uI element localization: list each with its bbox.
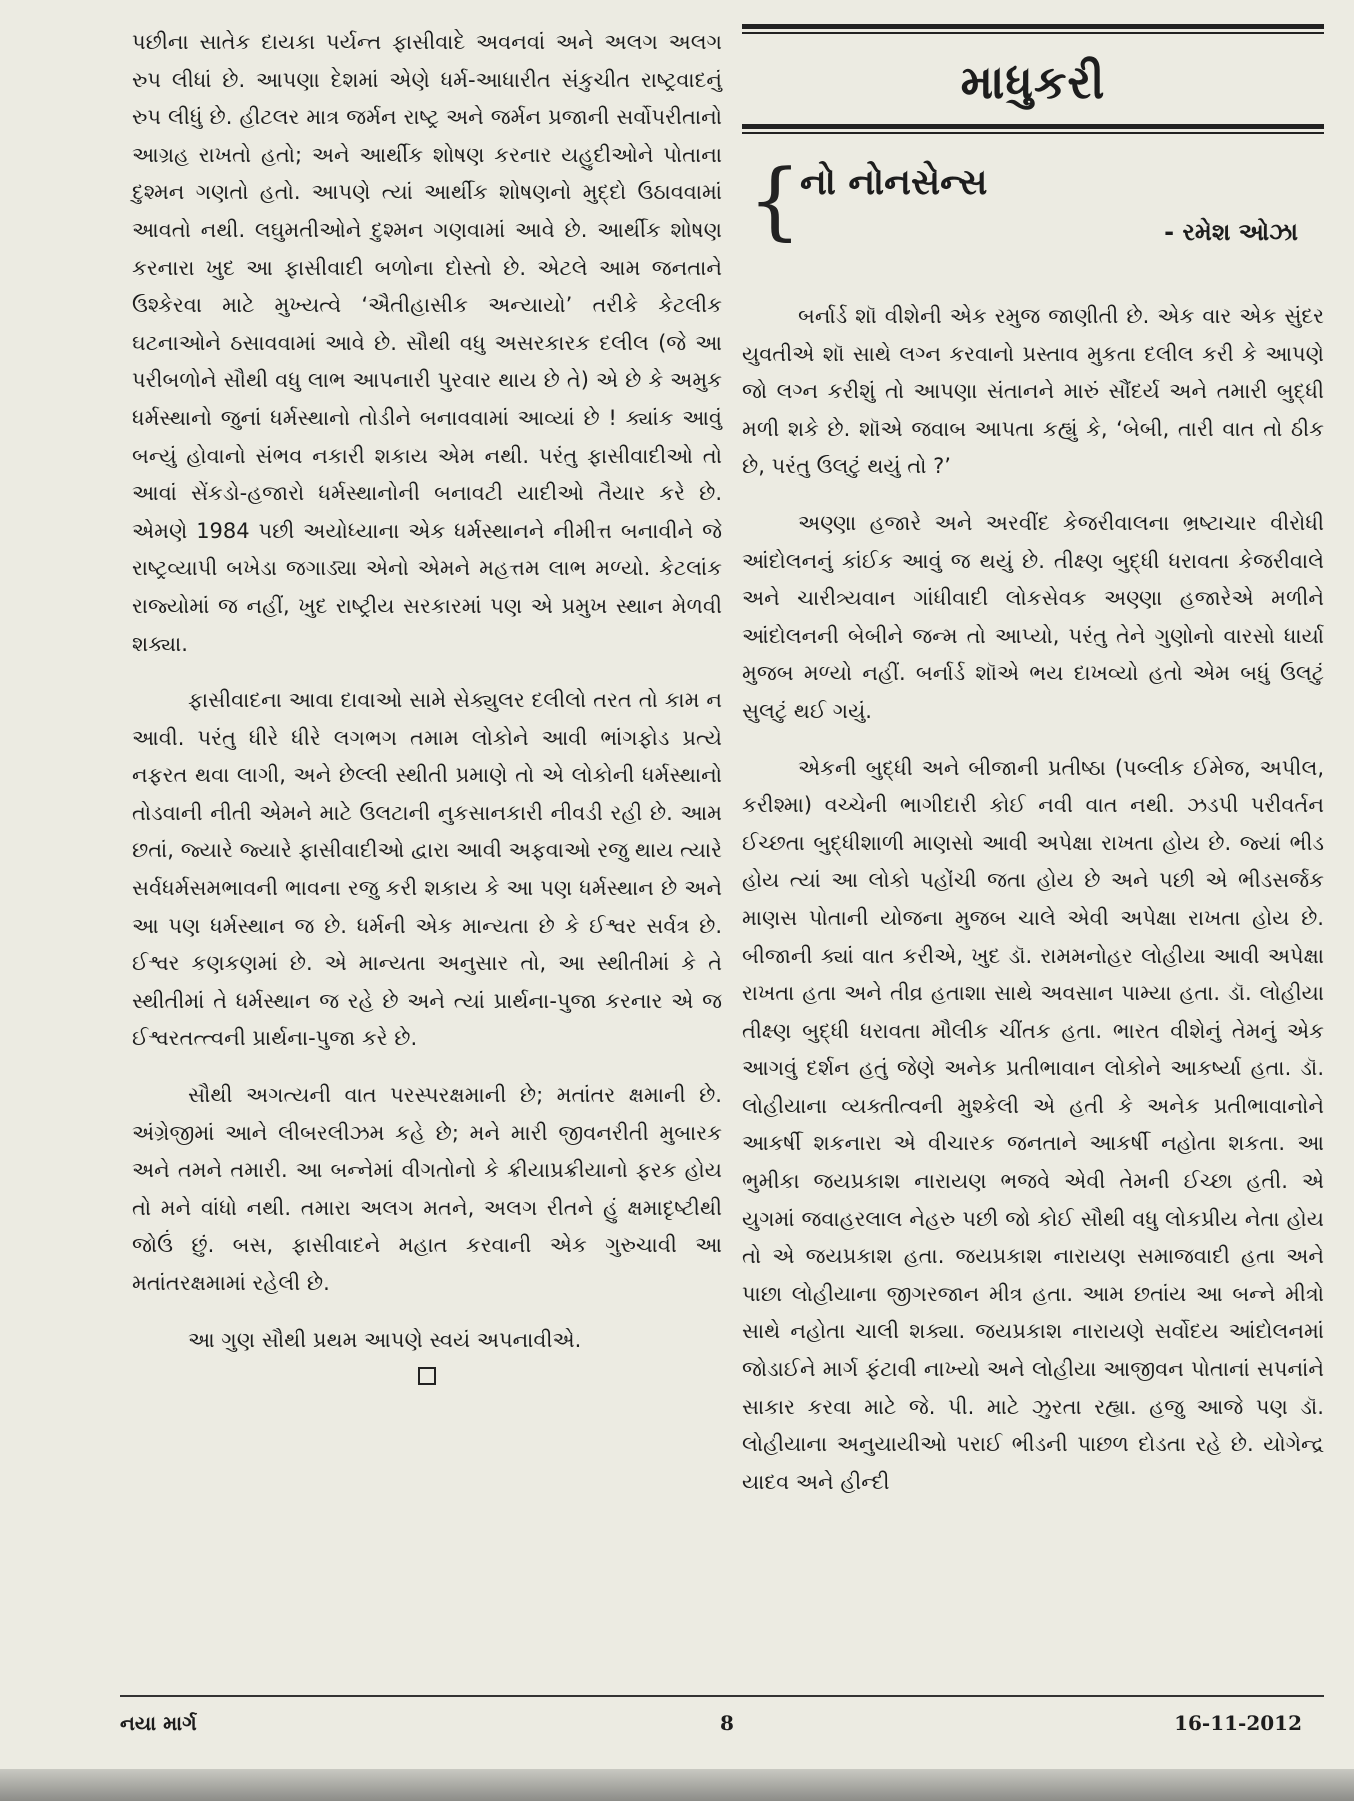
- page-footer: [120, 1695, 1324, 1735]
- scan-border: [0, 1769, 1354, 1801]
- divider: [742, 124, 1324, 129]
- divider: [742, 24, 1324, 29]
- brace-ornament-icon: {: [748, 151, 802, 249]
- divider: [742, 132, 1324, 134]
- end-mark-icon: [418, 1367, 436, 1385]
- paragraph: સૌથી અગત્યની વાત પરસ્પરક્ષમાની છે; મતાંતર ક્ષમાની છે. અંગ્રેજીમાં આને લીબરલીઝમ કહે છે; મને મારી જીવનરીતી મુબારક અને તમને તમારી. આ બન્નેમાં વીગતોનો કે ક્રીયાપ્રક્રીયાનો ફરક હોય તો મને વાંધો નથી. તમારા અલગ મતને, અલગ રીતને હું ક્ષમાદૃષ્ટીથી જોઉં છું. બસ, ફાસીવાદને મહાત કરવાની એક ગુરુચાવી આ મતાંતરક્ષમામાં રહેલી છે.: [132, 1083, 722, 1295]
- article-body: [742, 298, 1324, 1501]
- paragraph: બર્નાર્ડ શૉ વીશેની એક રમુજ જાણીતી છે. એક વાર એક સુંદર યુવતીએ શૉ સાથે લગ્ન કરવાનો પ્રસ્તાવ મુકતા દલીલ કરી કે આપણે જો લગ્ન કરીશું તો આપણા સંતાનને મારું સૌંદર્ય અને તમારી બુદ્ધી મળી શકે છે. શૉએ જવાબ આપતા કહ્યું કે, ‘બેબી, તારી વાત તો ઠીક છે, પરંતુ ઉલટું થયું તો ?’: [742, 304, 1324, 479]
- page-number: 8: [720, 1711, 734, 1735]
- article-header: [742, 148, 1324, 266]
- paragraph: પછીના સાતેક દાયકા પર્યન્ત ફાસીવાદે અવનવાં અને અલગ અલગ રુપ લીધાં છે. આપણા દેશમાં એણે ધર્મ-આધારીત સંકુચીત રાષ્ટ્રવાદનું રુપ લીધું છે. હીટલર માત્ર જર્મન રાષ્ટ્ર અને જર્મન પ્રજાની સર્વોપરીતાનો આગ્રહ રાખતો હતો; અને આર્થીક શોષણ કરનાર યહુદીઓને પોતાના દુશ્મન ગણતો હતો. આપણે ત્યાં આર્થીક શોષણનો મુદ્દો ઉઠાવવામાં આવતો નથી. લઘુમતીઓને દુશ્મન ગણવામાં આવે છે. આર્થીક શોષણ કરનારા ખુદ આ ફાસીવાદી બળોના દોસ્તો છે. એટલે આમ જનતાને ઉશ્કેરવા માટે મુખ્યત્વે ‘ઐતીહાસીક અન્યાયો’ તરીકે કેટલીક ઘટનાઓને ઠસાવવામાં આવે છે. સૌથી વધુ અસરકારક દલીલ (જે આ પરીબળોને સૌથી વધુ લાભ આપનારી પુરવાર થાય છે તે) એ છે કે અમુક ધર્મસ્થાનો જુનાં ધર્મસ્થાનો તોડીને બનાવવામાં આવ્યાં છે ! ક્યાંક આવું બન્યું હોવાનો સંભવ નકારી શકાય એમ નથી. પરંતુ ફાસીવાદીઓ તો આવાં સેંકડો-હજારો ધર્મસ્થાનોની બનાવટી યાદીઓ તૈયાર કરે છે. એમણે 1984 પછી અયોધ્યાના એક ધર્મસ્થાનને નીમીત્ત બનાવીને જે રાષ્ટ્રવ્યાપી બખેડા જગાડ્યા એનો એમને મહત્તમ લાભ મળ્યો. કેટલાંક રાજ્યોમાં જ નહીં, ખુદ રાષ્ટ્રીય સરકારમાં પણ એ પ્રમુખ સ્થાન મેળવી શક્યા.: [132, 30, 722, 656]
- left-column: [132, 24, 722, 1385]
- divider: [742, 32, 1324, 34]
- paragraph: ફાસીવાદના આવા દાવાઓ સામે સેક્યુલર દલીલો તરત તો કામ ન આવી. પરંતુ ધીરે ધીરે લગભગ તમામ લોકોને આવી ભાંગફોડ પ્રત્યે નફરત થવા લાગી, અને છેલ્લી સ્થીતી પ્રમાણે તો એ લોકોની ધર્મસ્થાનો તોડવાની નીતી એમને માટે ઉલટાની નુકસાનકારી નીવડી રહી છે. આમ છતાં, જ્યારે જ્યારે ફાસીવાદીઓ દ્વારા આવી અફવાઓ રજુ થાય ત્યારે સર્વધર્મસમભાવની ભાવના રજુ કરી શકાય કે આ પણ ધર્મસ્થાન છે અને આ પણ ધર્મસ્થાન જ છે. ધર્મની એક માન્યતા છે કે ઈશ્વર સર્વત્ર છે. ઈશ્વર કણકણમાં છે. એ માન્યતા અનુસાર તો, આ સ્થીતીમાં કે તે સ્થીતીમાં તે ધર્મસ્થાન જ રહે છે અને ત્યાં પ્રાર્થના-પુજા કરનાર એ જ ઈશ્વરતત્ત્વની પ્રાર્થના-પુજા કરે છે.: [132, 688, 722, 1051]
- article-title: નો નોનસેન્સ: [800, 162, 988, 203]
- article-author: - રમેશ ઓઝા: [1164, 218, 1298, 246]
- publication-name: નયા માર્ગ: [120, 1711, 197, 1735]
- closing-line: આ ગુણ સૌથી પ્રથમ આપણે સ્વયં અપનાવીએ.: [188, 1327, 582, 1352]
- right-column: [742, 24, 1324, 1501]
- issue-date: 16-11-2012: [1174, 1711, 1302, 1735]
- paragraph: એકની બુદ્ધી અને બીજાની પ્રતીષ્ઠા (પબ્લીક ઈમેજ, અપીલ, કરીશ્મા) વચ્ચેની ભાગીદારી કોઈ નવી વાત નથી. ઝડપી પરીવર્તન ઈચ્છતા બુદ્ધીશાળી માણસો આવી અપેક્ષા રાખતા હોય છે. જ્યાં ભીડ હોય ત્યાં આ લોકો પહોંચી જતા હોય છે અને પછી એ ભીડસર્જક માણસ પોતાની યોજના મુજબ ચાલે એવી અપેક્ષા રાખતા હોય છે. બીજાની ક્યાં વાત કરીએ, ખુદ ડૉ. રામમનોહર લોહીયા આવી અપેક્ષા રાખતા હતા અને તીવ્ર હતાશા સાથે અવસાન પામ્યા હતા. ડૉ. લોહીયા તીક્ષ્ણ બુદ્ધી ધરાવતા મૌલીક ચીંતક હતા. ભારત વીશેનું તેમનું એક આગવું દર્શન હતું જેણે અનેક પ્રતીભાવાન લોકોને આકર્ષ્યા હતા. ડૉ. લોહીયાના વ્યક્તીત્વની મુશ્કેલી એ હતી કે અનેક પ્રતીભાવાનોને આકર્ષી શકનારા એ વીચારક જનતાને આકર્ષી નહોતા શકતા. આ ભુમીકા જયપ્રકાશ નારાયણ ભજવે એવી તેમની ઈચ્છા હતી. એ યુગમાં જવાહરલાલ નેહરુ પછી જો કોઈ સૌથી વધુ લોકપ્રીય નેતા હોય તો એ જયપ્રકાશ હતા. જયપ્રકાશ નારાયણ સમાજવાદી હતા અને પાછા લોહીયાના જીગરજાન મીત્ર હતા. આમ છતાંય આ બન્ને મીત્રો સાથે નહોતા ચાલી શક્યા. જયપ્રકાશ નારાયણે સર્વોદય આંદોલનમાં જોડાઈને માર્ગ ફંટાવી નાખ્યો અને લોહીયા આજીવન પોતાનાં સપનાંને સાકાર કરવા માટે જે. પી. માટે ઝુરતા રહ્યા. હજુ આજે પણ ડૉ. લોહીયાના અનુયાયીઓ પરાઈ ભીડની પાછળ દોડતા રહે છે. યોગેન્દ્ર યાદવ અને હીન્દી: [742, 755, 1324, 1494]
- section-masthead: માધુકરી: [960, 55, 1106, 109]
- paragraph: અણ્ણા હજારે અને અરવીંદ કેજરીવાલના ભ્રષ્ટાચાર વીરોધી આંદોલનનું કાંઈક આવું જ થયું છે. તીક્ષ્ણ બુદ્ધી ધરાવતા કેજરીવાલે અને ચારીત્ર્યવાન ગાંધીવાદી લોકસેવક અણ્ણા હજારેએ મળીને આંદોલનની બેબીને જન્મ તો આપ્યો, પરંતુ તેને ગુણોનો વારસો ધાર્યા મુજબ મળ્યો નહીં. બર્નાર્ડ શૉએ ભય દાખવ્યો હતો એમ બધું ઉલટું સુલટું થઈ ગયું.: [742, 510, 1324, 723]
